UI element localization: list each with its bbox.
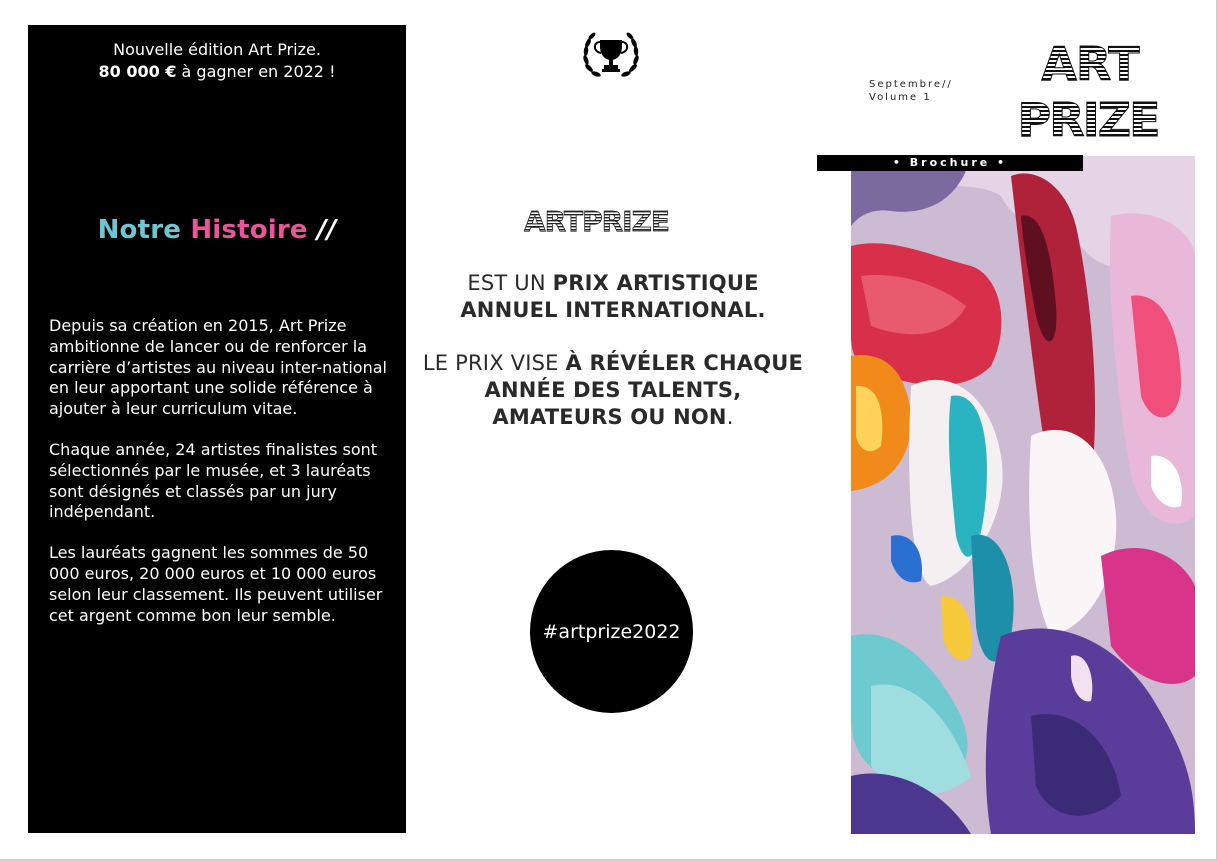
heading-word-1: Notre (97, 215, 182, 245)
story-paragraph-3: Les lauréats gagnent les sommes de 50 000 euros, 20 000 euros et 10 000 euros selon leur classement. Ils peuvent utiliser cet argent comme bon leur semble. (49, 543, 383, 625)
tagline-2-bold: À RÉVÉLER CHAQUE ANNÉE DES TALENTS, AMATEURS OU NON (484, 351, 804, 429)
hashtag-text: #artprize2022 (542, 620, 681, 643)
mid-logo (524, 202, 700, 236)
tagline-2-post: . (726, 405, 734, 429)
logo-line-2: PRIZE (1017, 93, 1159, 140)
announcement-line1: Nouvelle édition Art Prize. (113, 40, 321, 59)
left-panel (28, 25, 406, 833)
heading-word-2: Histoire (190, 215, 308, 245)
issue-month: Septembre// (869, 79, 953, 90)
brochure-label-bar (817, 155, 1083, 171)
story-paragraph-1: Depuis sa création en 2015, Art Prize ambitionne de lancer ou de renforcer la carrière d’artistes au niveau inter-national en leur apportant une solide référence à ajouter à leur curriculum vitae. (49, 316, 387, 419)
brochure-label: • Brochure • (892, 156, 1008, 169)
hashtag-badge (530, 550, 693, 713)
logo-line-1: ART (1041, 38, 1139, 91)
issue-volume: Volume 1 (869, 92, 932, 103)
trophy-laurel-icon (580, 28, 642, 84)
tagline-1-pre: EST UN (467, 271, 553, 295)
announcement (28, 39, 406, 83)
tagline-1-bold: PRIX ARTISTIQUE ANNUEL INTERNATIONAL. (460, 271, 766, 322)
prize-amount: 80 000 € (98, 62, 177, 81)
mid-logo-text: ARTPRIZE (524, 205, 670, 236)
tagline (418, 270, 808, 457)
announcement-rest: à gagner en 2022 ! (176, 62, 336, 81)
story-text (49, 316, 394, 646)
abstract-painting-image (851, 156, 1195, 834)
story-paragraph-2: Chaque année, 24 artistes finalistes sont sélectionnés par le musée, et 3 lauréats sont désignés et classés par un jury indépendant. (49, 439, 378, 522)
art-prize-logo (1000, 38, 1180, 140)
tagline-2 (418, 350, 808, 431)
tagline-1 (418, 270, 808, 324)
issue-info (869, 78, 953, 104)
section-heading (28, 215, 406, 245)
tagline-2-pre: LE PRIX VISE (422, 351, 566, 375)
announcement-line2 (28, 61, 406, 83)
heading-slashes: // (317, 215, 337, 245)
